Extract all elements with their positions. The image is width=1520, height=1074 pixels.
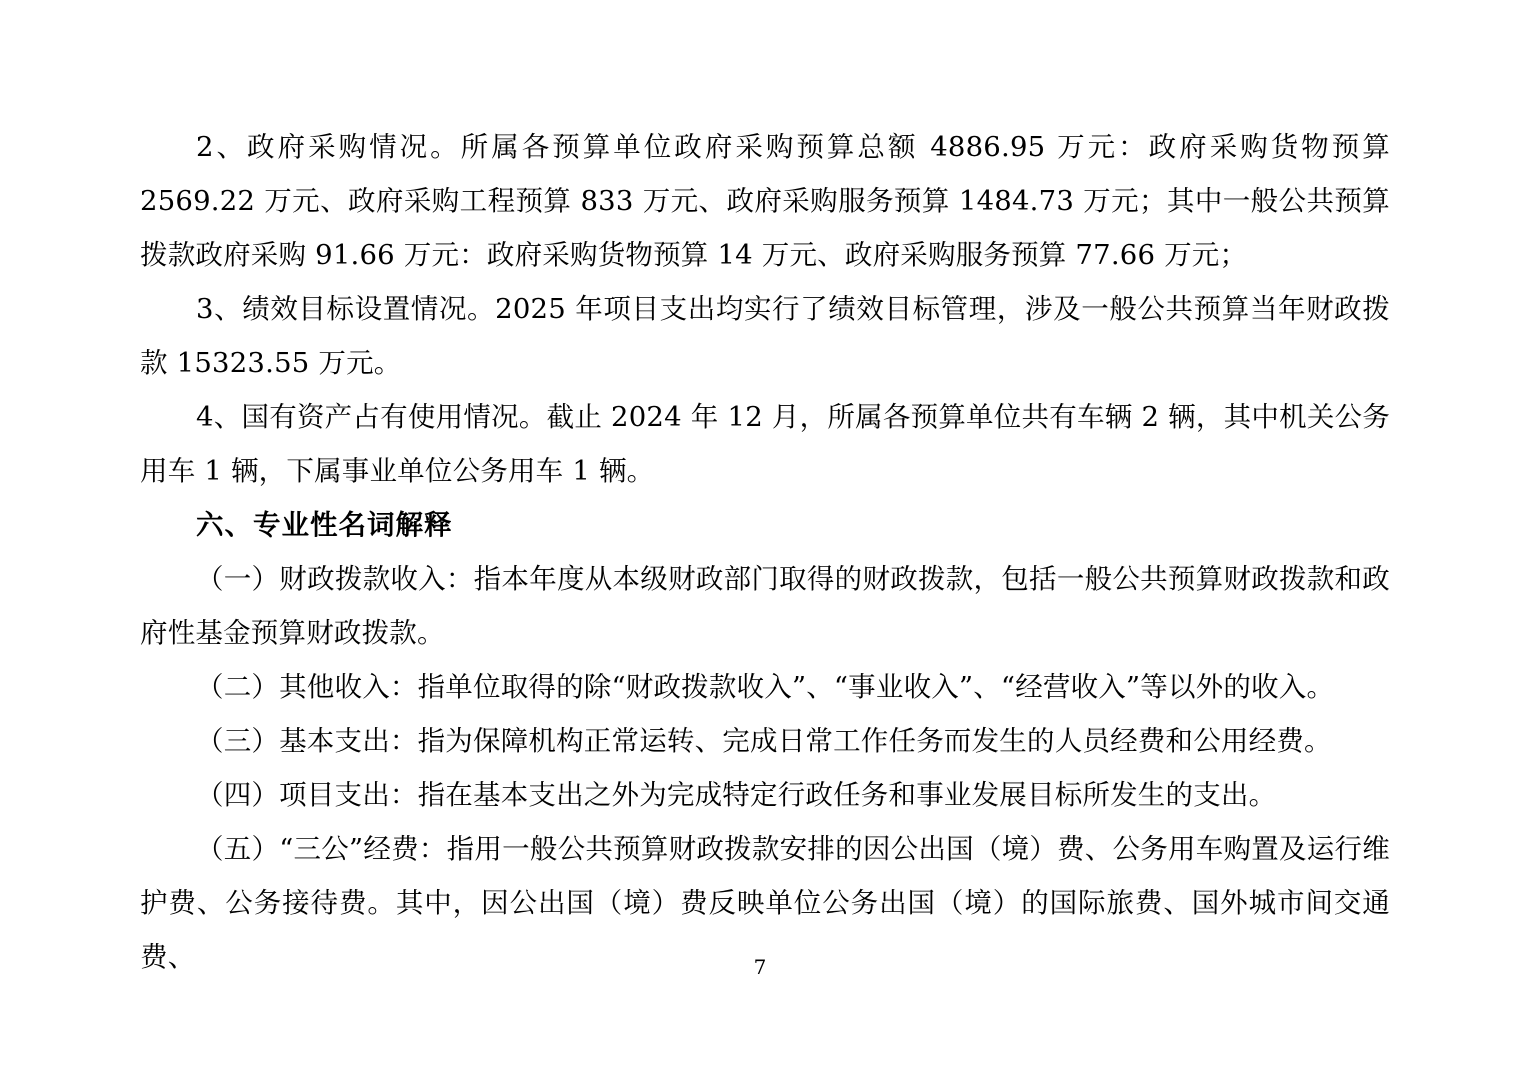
term-basic-expenditure: （三）基本支出：指为保障机构正常运转、完成日常工作任务而发生的人员经费和公用经费。 — [196, 725, 1332, 757]
term-fiscal-appropriation-income: （一）财政拨款收入：指本年度从本级财政部门取得的财政拨款，包括一般公共预算财政拨款和政府性基金预算财政拨款。 — [140, 563, 1390, 649]
page-number: 7 — [753, 955, 767, 979]
paragraph-performance-targets: 3、绩效目标设置情况。2025 年项目支出均实行了绩效目标管理，涉及一般公共预算当年财政拨款 15323.55 万元。 — [140, 293, 1390, 379]
term-project-expenditure: （四）项目支出：指在基本支出之外为完成特定行政任务和事业发展目标所发生的支出。 — [196, 779, 1277, 811]
section-heading-terminology: 六、专业性名词解释 — [196, 509, 453, 541]
term-other-income: （二）其他收入：指单位取得的除“财政拨款收入”、“事业收入”、“经营收入”等以外的收入。 — [196, 671, 1335, 703]
term-three-public-expenses: （五）“三公”经费：指用一般公共预算财政拨款安排的因公出国（境）费、公务用车购置及运行维护费、公务接待费。其中，因公出国（境）费反映单位公务出国（境）的国际旅费、国外城市间交通费、 — [140, 833, 1390, 973]
document-body — [140, 120, 1390, 984]
paragraph-government-procurement: 2、政府采购情况。所属各预算单位政府采购预算总额 4886.95 万元：政府采购货物预算 2569.22 万元、政府采购工程预算 833 万元、政府采购服务预算 1484.73 万元；其中一般公共预算拨款政府采购 91.66 万元：政府采购货物预算 14 万元、政府采购服务预算 77.66 万元； — [140, 131, 1390, 271]
paragraph-state-assets: 4、国有资产占有使用情况。截止 2024 年 12 月，所属各预算单位共有车辆 2 辆，其中机关公务用车 1 辆，下属事业单位公务用车 1 辆。 — [140, 401, 1390, 487]
